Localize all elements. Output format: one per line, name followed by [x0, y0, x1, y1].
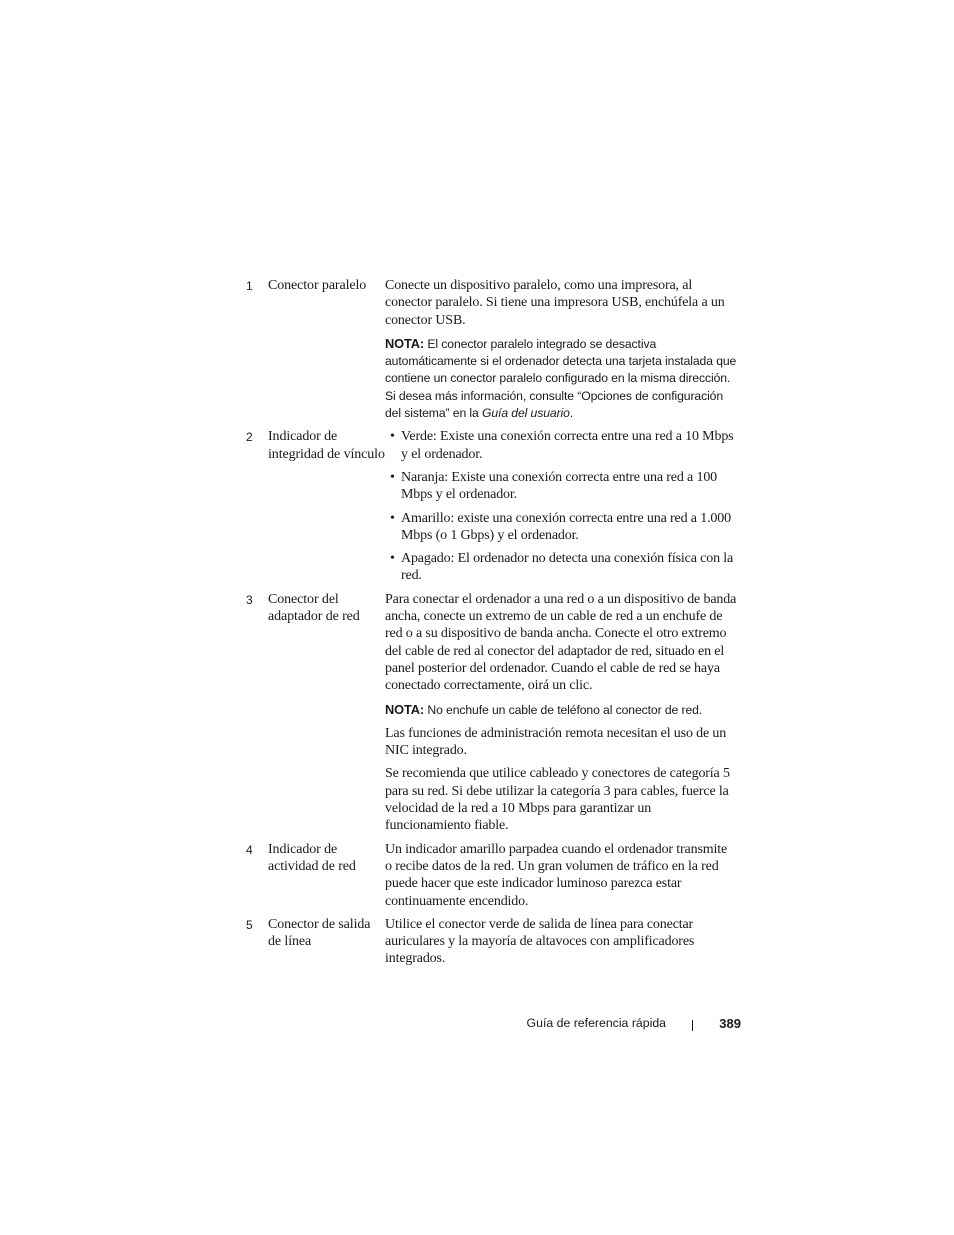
row-number: 5	[246, 917, 253, 932]
footer-title: Guía de referencia rápida	[526, 1016, 666, 1030]
note-tail: .	[569, 406, 574, 421]
list-item	[385, 510, 737, 545]
row-description	[385, 916, 737, 974]
row-description	[385, 841, 737, 916]
page-number: 389	[719, 1016, 741, 1031]
row-label: Conector de salida de línea	[268, 916, 371, 950]
bullet-text: Naranja: Existe una conexión correcta entre una red a 100 Mbps y el ordenador.	[401, 469, 718, 503]
row-number: 3	[246, 592, 253, 607]
note-text: El conector paralelo integrado se desactiva automáticamente si el ordenador detecta una tarjeta instalada que contiene un conector paralelo configurado en la misma dirección. Si desea más información, consulte “Opciones de configuración del sistema” en la	[385, 336, 737, 421]
table-row	[246, 591, 741, 841]
description-paragraph: Conecte un dispositivo paralelo, como una impresora, al conector paralelo. Si tiene una impresora USB, enchúfela a un conector USB.	[385, 278, 725, 328]
note	[385, 335, 737, 422]
connector-table	[246, 277, 741, 974]
row-label: Indicador de integridad de vínculo	[268, 429, 385, 462]
row-description	[385, 591, 737, 841]
bullet-text: Amarillo: existe una conexión correcta entre una red a 1.000 Mbps (o 1 Gbps) y el ordenador.	[401, 510, 731, 543]
row-number: 2	[246, 430, 253, 445]
description-paragraph: Un indicador amarillo parpadea cuando el ordenador transmite o recibe datos de la red. Un gran volumen de tráfico en la red puede hacer que este indicador luminoso parezca estar continuamente encendido.	[385, 841, 728, 909]
note-label: NOTA:	[385, 335, 425, 351]
list-item	[385, 428, 737, 463]
table-row	[246, 277, 741, 428]
row-label: Indicador de actividad de red	[268, 841, 356, 874]
description-paragraph: Se recomienda que utilice cableado y conectores de categoría 5 para su red. Si debe utilizar la categoría 3 para cables, fuerce la velocidad de la red a 10 Mbps para garantizar un funcionamiento fiable.	[385, 766, 730, 834]
bullet-list	[385, 428, 737, 584]
bullet-icon: •	[390, 551, 395, 567]
note	[385, 701, 737, 719]
bullet-icon: •	[390, 510, 395, 526]
bullet-icon: •	[390, 429, 395, 445]
list-item	[385, 550, 737, 585]
row-label: Conector paralelo	[268, 278, 367, 293]
note-italic-reference: Guía del usuario	[482, 406, 570, 421]
row-description	[385, 428, 737, 590]
description-paragraph: Las funciones de administración remota necesitan el uso de un NIC integrado.	[385, 725, 727, 759]
bullet-text: Verde: Existe una conexión correcta entre una red a 10 Mbps y el ordenador.	[401, 429, 734, 462]
row-description	[385, 277, 737, 428]
footer-separator	[692, 1020, 693, 1031]
bullet-icon: •	[390, 469, 395, 485]
table-row	[246, 841, 741, 916]
bullet-text: Apagado: El ordenador no detecta una conexión física con la red.	[401, 551, 734, 584]
description-paragraph: Para conectar el ordenador a una red o a un dispositivo de banda ancha, conecte un extremo de un cable de red a un enchufe de red o a su dispositivo de banda ancha. Conecte el otro extremo del cable de red al conector del adaptador de red, situado en el panel posterior del ordenador. Cuando el cable de red se haya conectado correctamente, oirá un clic.	[385, 591, 737, 694]
note-label: NOTA:	[385, 701, 425, 717]
table-row	[246, 428, 741, 590]
page-footer	[0, 1016, 741, 1034]
list-item	[385, 469, 737, 504]
row-label: Conector del adaptador de red	[268, 591, 360, 625]
description-paragraph: Utilice el conector verde de salida de línea para conectar auriculares y la mayoría de altavoces con amplificadores integrados.	[385, 916, 695, 967]
row-number: 4	[246, 842, 253, 857]
note-text: No enchufe un cable de teléfono al conector de red.	[424, 702, 703, 717]
table-row	[246, 916, 741, 974]
row-number: 1	[246, 279, 253, 293]
